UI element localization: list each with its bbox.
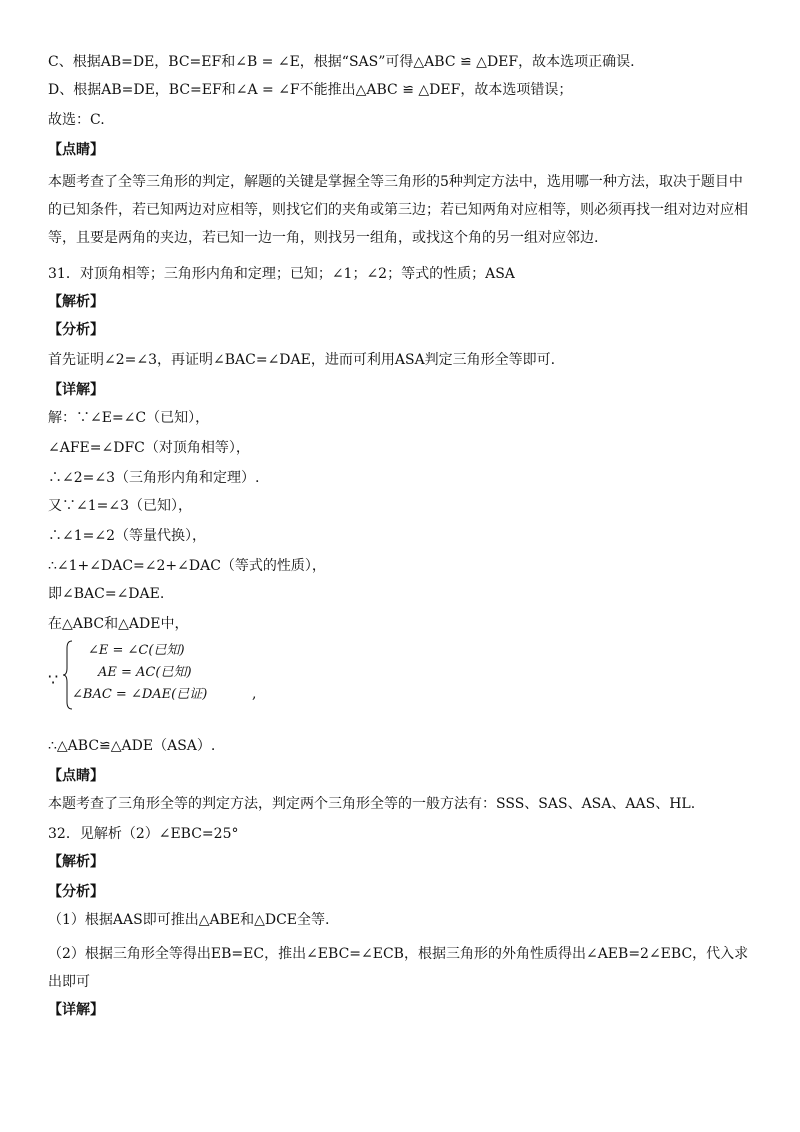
- equation-system: [48, 640, 308, 712]
- system-row-2: AE = AC(已知): [98, 665, 192, 680]
- summary-paragraph: 本题考查了全等三角形的判定，解题的关键是掌握全等三角形的5种判定方法中，选用哪一种方法，取决于题目中的已知条件，若已知两边对应相等，则找它们的夹角或第三边；若已知两角对应相等，则必须再找一组对边对应相等，且要是两角的夹边，若已知一边一角，则找另一组角，或找这个角的另一组对应邻边.: [48, 174, 748, 246]
- option-c-line: C、根据AB=DE，BC=EF和∠B = ∠E，根据“SAS”可得△ABC ≌ △DEF，故本选项正确误.: [48, 54, 635, 70]
- proof-line-6: ∴∠1+∠DAC=∠2+∠DAC（等式的性质），: [48, 558, 326, 574]
- system-row-1: ∠E = ∠C(已知): [88, 643, 185, 658]
- section-heading-jiexi-2: 【解析】: [48, 854, 104, 870]
- section-heading-dianjing: 【点睛】: [48, 142, 104, 158]
- section-heading-dianjing-2: 【点睛】: [48, 768, 104, 784]
- proof-line-5: ∴∠1=∠2（等量代换），: [48, 528, 207, 544]
- proof-line-1: 解：∵∠E=∠C（已知），: [48, 410, 210, 426]
- proof-line-8: 在△ABC和△ADE中，: [48, 616, 189, 632]
- section-heading-fenxi: 【分析】: [48, 322, 104, 338]
- section-heading-jiexi: 【解析】: [48, 294, 104, 310]
- answer-line: 故选：C.: [48, 112, 105, 128]
- proof-line-2: ∠AFE=∠DFC（对顶角相等），: [48, 440, 250, 456]
- system-comma: ,: [252, 686, 257, 702]
- section-heading-xiangjie-2: 【详解】: [48, 1002, 104, 1018]
- proof-line-3: ∴∠2=∠3（三角形内角和定理）.: [48, 470, 260, 486]
- system-row-3: ∠BAC = ∠DAE(已证): [72, 687, 208, 702]
- section-heading-xiangjie: 【详解】: [48, 382, 104, 398]
- proof-line-7: 即∠BAC=∠DAE.: [48, 586, 165, 602]
- summary-line-2: 本题考查了三角形全等的判定方法，判定两个三角形全等的一般方法有：SSS、SAS、ASA、AAS、HL.: [48, 796, 696, 812]
- q32-answer-line: 32．见解析（2）∠EBC=25°: [48, 826, 239, 842]
- conclusion-line: ∴△ABC≌△ADE（ASA）.: [48, 738, 216, 754]
- analysis-line-2: （1）根据AAS即可推出△ABE和△DCE全等.: [48, 912, 330, 928]
- section-heading-fenxi-2: 【分析】: [48, 884, 104, 900]
- analysis-line: 首先证明∠2=∠3，再证明∠BAC=∠DAE，进而可利用ASA判定三角形全等即可.: [48, 352, 556, 368]
- because-symbol: ∵: [48, 670, 59, 689]
- proof-line-4: 又∵∠1=∠3（已知），: [48, 498, 193, 514]
- option-d-line: D、根据AB=DE，BC=EF和∠A = ∠F不能推出△ABC ≌ △DEF，故本选项错误；: [48, 82, 573, 98]
- analysis-line-3: （2）根据三角形全等得出EB=EC，推出∠EBC=∠ECB，根据三角形的外角性质得出∠AEB=2∠EBC，代入求出即可: [48, 946, 749, 990]
- q31-answer-line: 31．对顶角相等；三角形内角和定理；已知；∠1；∠2；等式的性质；ASA: [48, 266, 515, 282]
